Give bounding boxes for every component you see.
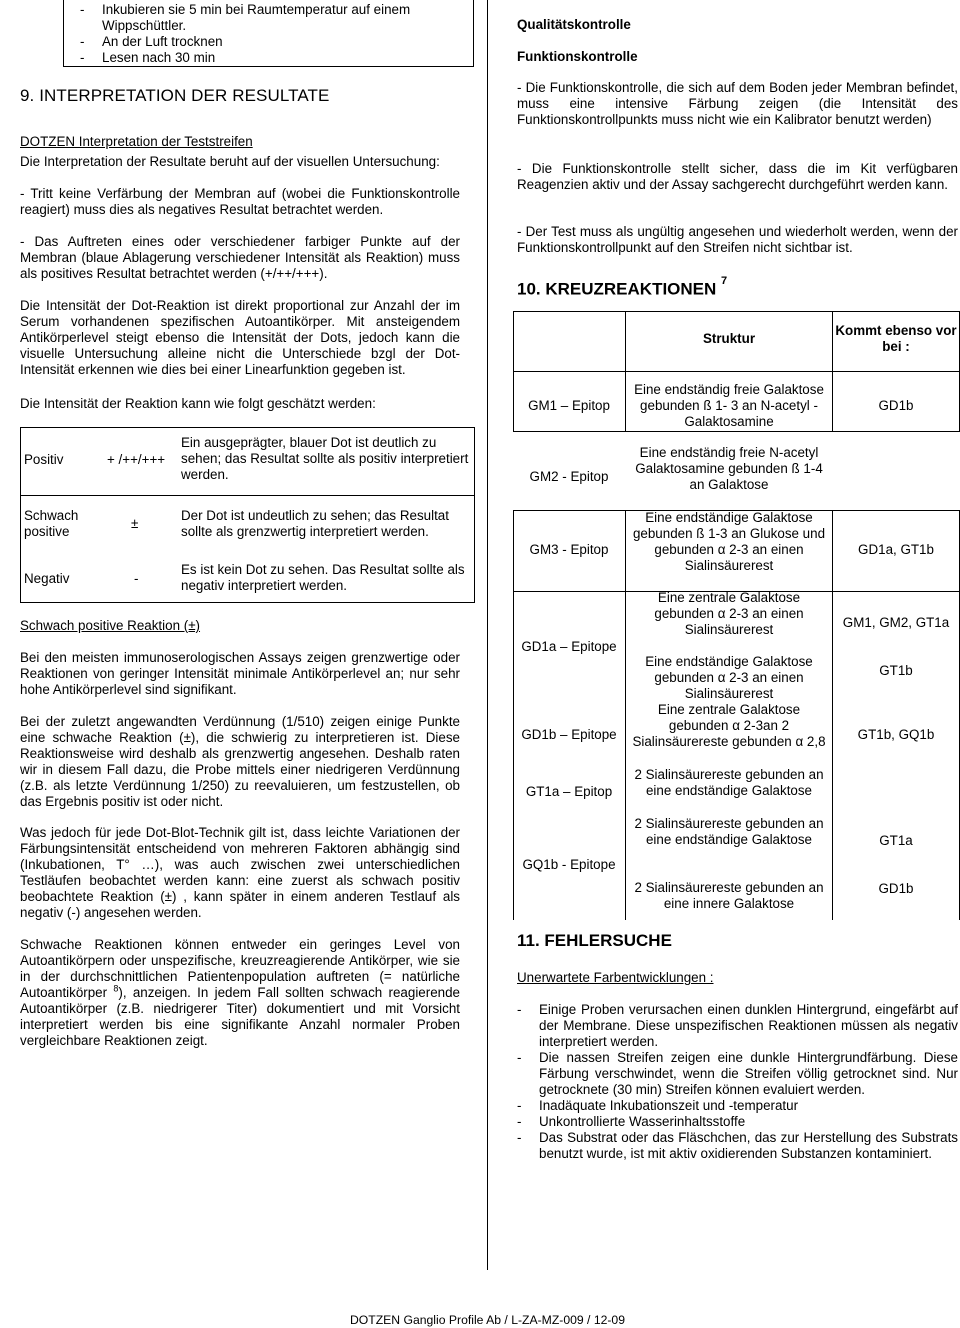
grading-symbol-weak: ± xyxy=(131,516,139,531)
step-item: - Lesen nach 30 min xyxy=(80,50,216,65)
also-gd1b: GT1b, GQ1b xyxy=(857,727,935,742)
header-struktur: Struktur xyxy=(702,331,756,346)
section9-title: 9. INTERPRETATION DER RESULTATE xyxy=(20,86,330,105)
section9-paragraph-intensity: Die Intensität der Dot-Reaktion ist direkt proportional zur Anzahl der im Serum vorhandenen spezifischen Autoantikörper. Mit ansteigendem Antikörperlevel steigt ebenso die Intensität der Dots, jedoch kann die visuelle Untersuchung alleine nicht die Unterschiede bzgl der Dot-Intensität erkennen wie dies bei einer Linearfunktion gegeben ist. xyxy=(20,298,460,377)
table-line xyxy=(513,371,960,372)
epitope-gd1b: GD1b – Epitope xyxy=(521,727,617,742)
column-divider xyxy=(487,0,488,1270)
grading-desc-positive: Ein ausgeprägter, blauer Dot ist deutlich zu sehen; das Resultat sollte als positiv interpretiert werden. xyxy=(181,435,469,482)
section11-title: 11. FEHLERSUCHE xyxy=(517,931,672,950)
grading-label-positive: Positiv xyxy=(24,452,64,467)
also-gd1a-2: GT1b xyxy=(879,663,913,678)
section9-paragraph-3: Bei den meisten immunoserologischen Assays zeigen grenzwertige oder Reaktionen von geringer Intensität minimale Antikörperlevel an; nur sehr hohe Antikörperlevel sind signifikant. xyxy=(20,650,460,697)
also-gm3: GD1a, GT1b xyxy=(858,542,934,557)
structure-gm1: Eine endständig freie Galaktose gebunden ß 1- 3 an N-acetyl - Galaktosamine xyxy=(634,382,824,429)
grading-table xyxy=(20,427,475,603)
grading-desc-negative: Es ist kein Dot zu sehen. Das Resultat sollte als negativ interpretiert werden. xyxy=(181,562,465,593)
table-line xyxy=(625,510,626,920)
troubleshooting-list xyxy=(517,1002,958,1162)
epitope-gq1b: GQ1b - Epitope xyxy=(522,857,616,872)
section9-paragraph-5: Was jedoch für jede Dot-Blot-Technik gilt ist, dass leichte Variationen der Färbungsintensität entscheidend von mehreren Faktoren abhängig sind (Inkubationen, T° …), was auch zwischen zwei unterschiedlichen Testläufen beobachtet werden kann: eine zuerst als schwach positiv beobachtete Reaktion (±) , kann später in einem anderen Testlauf als negativ (-) angesehen werden. xyxy=(20,825,460,920)
section9-bullet-negative: - Tritt keine Verfärbung der Membran auf (wobei die Funktionskontrolle reagiert) muss dies als negatives Resultat betrachtet werden. xyxy=(20,186,460,217)
grading-symbol-negative: - xyxy=(134,571,139,586)
quality-item: - Die Funktionskontrolle, die sich auf dem Boden jeder Membran befindet, muss eine intensive Färbung zeigen (die Intensität des Funktionskontrollpunkts muss nicht wie ein Kalibrator benutzt werden) xyxy=(517,80,958,127)
section9-intro: Die Interpretation der Resultate beruht auf der visuellen Untersuchung: xyxy=(20,154,440,169)
quality-title: Qualitätskontrolle xyxy=(517,17,631,32)
step-item: - Inkubieren sie 5 min bei Raumtemperatur auf einem Wippschüttler. xyxy=(80,2,411,33)
structure-gd1a-terminal: Eine endständige Galaktose gebunden α 2-3 an einen Sialinsäurerest xyxy=(645,654,813,701)
step-item: - An der Luft trocknen xyxy=(80,34,223,49)
troubleshooting-item: - Inadäquate Inkubationszeit und -temperatur xyxy=(517,1098,799,1113)
structure-gm2: Eine endständig freie N-acetyl Galaktosamine gebunden ß 1-4 an Galaktose xyxy=(635,445,823,492)
also-gq1b-1: GT1a xyxy=(879,833,913,848)
structure-gq1b-1: 2 Sialinsäurereste gebunden an eine endständige Galaktose xyxy=(634,816,824,847)
section9-paragraph-estimate: Die Intensität der Reaktion kann wie folgt geschätzt werden: xyxy=(20,396,376,411)
epitope-gd1a: GD1a – Epitope xyxy=(521,639,617,654)
section11-subtitle: Unerwartete Farbentwicklungen : xyxy=(517,970,714,985)
troubleshooting-item: - Das Substrat oder das Fläschchen, das zur Herstellung des Substrats benutzt wurde, ist mit aktiv oxidierenden Substanzen kontaminiert. xyxy=(517,1130,958,1161)
section9-paragraph-4: Bei der zuletzt angewandten Verdünnung (1/510) zeigen einige Punkte eine schwache Reaktion (±), die schwierig zu interpretieren ist. Diese Reaktionsweise wird deshalb als grenzwertig angesehen. Deshalb raten wir in diesem Fall dazu, die Probe mittels einer niedrigeren Verdünnung (z.B. als letzte Verdünnung 1/250) zu reevaluieren, um festzustellen, ob das Ergebnis positiv ist oder nicht. xyxy=(20,714,460,809)
section9-subtitle: DOTZEN Interpretation der Teststreifen xyxy=(20,134,253,150)
structure-gq1b-2: 2 Sialinsäurereste gebunden an eine innere Galaktose xyxy=(634,880,824,911)
table-line xyxy=(513,311,960,312)
section9-paragraph-6: Schwache Reaktionen können entweder ein geringes Level von Autoantikörpern oder unspezifische, kreuzreagierende Antikörper, wie sie in der durchschnittlichen Patientenpopulation auftreten (= natürliche Autoantikörper $^8$), anzeigen. In jedem Fall sollten schwach reagierende Autoantikörper (z.B. niedrigerer Titer) dokumentiert und mit Vorsicht interpretiert werden bis eine signifikante Anzahl normaler Proben vergleichbare Reaktionen zeigt. xyxy=(20,937,460,1048)
structure-gd1b: Eine zentrale Galaktose gebunden α 2-3an 2 Sialinsäurereste gebunden α 2,8 xyxy=(632,702,826,749)
structure-gd1a-central: Eine zentrale Galaktose gebunden α 2-3 an einen Sialinsäurerest xyxy=(654,590,804,637)
grading-separator xyxy=(21,495,474,496)
structure-gt1a: 2 Sialinsäurereste gebunden an eine endständige Galaktose xyxy=(634,767,824,798)
page-footer: DOTZEN Ganglio Profile Ab / L-ZA-MZ-009 / 12-09 xyxy=(350,1313,625,1327)
table-line xyxy=(513,431,960,432)
header-kommt-ebenso: Kommt ebenso vor bei : xyxy=(835,323,957,354)
quality-item: - Die Funktionskontrolle stellt sicher, dass die im Kit verfügbaren Reagenzien aktiv und der Assay sachgerecht durchgeführt werden kann. xyxy=(517,161,958,192)
also-gd1a: GM1, GM2, GT1a xyxy=(842,615,950,630)
epitope-gm2: GM2 - Epitop xyxy=(529,469,609,484)
quality-item: - Der Test muss als ungültig angesehen und wiederholt werden, wenn der Funktionskontrollpunkt auf den Streifen nicht sichtbar ist. xyxy=(517,224,958,255)
also-gm1: GD1b xyxy=(878,398,914,413)
troubleshooting-item: - Einige Proben verursachen einen dunklen Hintergrund, eingefärbt auf der Membrane. Diese unspezifischen Reaktionen müssen als negativ interpretiert werden. xyxy=(517,1002,958,1049)
cross-reaction-table xyxy=(513,311,960,920)
grading-symbol-positive: + /++/+++ xyxy=(107,452,166,467)
epitope-gm3: GM3 - Epitop xyxy=(529,542,609,557)
quality-subtitle: Funktionskontrolle xyxy=(517,49,638,64)
grading-label-negative: Negativ xyxy=(24,571,70,586)
structure-gm3: Eine endständige Galaktose gebunden ß 1-3 an Glukose und gebunden α 2-3 an einen Sialinsäurerest xyxy=(632,510,826,573)
section9-bullet-positive: - Das Auftreten eines oder verschiedener farbiger Punkte auf der Membran (blaue Ablagerung verschiedener Intensität als Reaktion) muss als positives Resultat betrachtet werden (+/++/+++). xyxy=(20,234,460,281)
troubleshooting-item: - Die nassen Streifen zeigen eine dunkle Hintergrundfärbung. Diese Färbung verschwindet, wenn die Streifen völlig getrocknet sind. Nur getrocknete (30 min) Streifen können evaluiert werden. xyxy=(517,1050,958,1097)
section10-title: 10. KREUZREAKTIONEN $^7$ xyxy=(517,275,728,299)
weak-positive-heading: Schwach positive Reaktion (±) xyxy=(20,618,201,633)
troubleshooting-item: - Unkontrollierte Wasserinhaltsstoffe xyxy=(517,1114,746,1129)
steps-list xyxy=(80,2,464,66)
grading-desc-weak: Der Dot ist undeutlich zu sehen; das Resultat sollte als grenzwertig interpretiert werden. xyxy=(181,508,449,539)
table-line xyxy=(832,510,833,920)
epitope-gm1: GM1 – Epitop xyxy=(528,398,610,413)
grading-label-weak: Schwach positive xyxy=(24,508,79,539)
also-gq1b-2: GD1b xyxy=(878,881,914,896)
epitope-gt1a: GT1a – Epitop xyxy=(525,784,613,799)
